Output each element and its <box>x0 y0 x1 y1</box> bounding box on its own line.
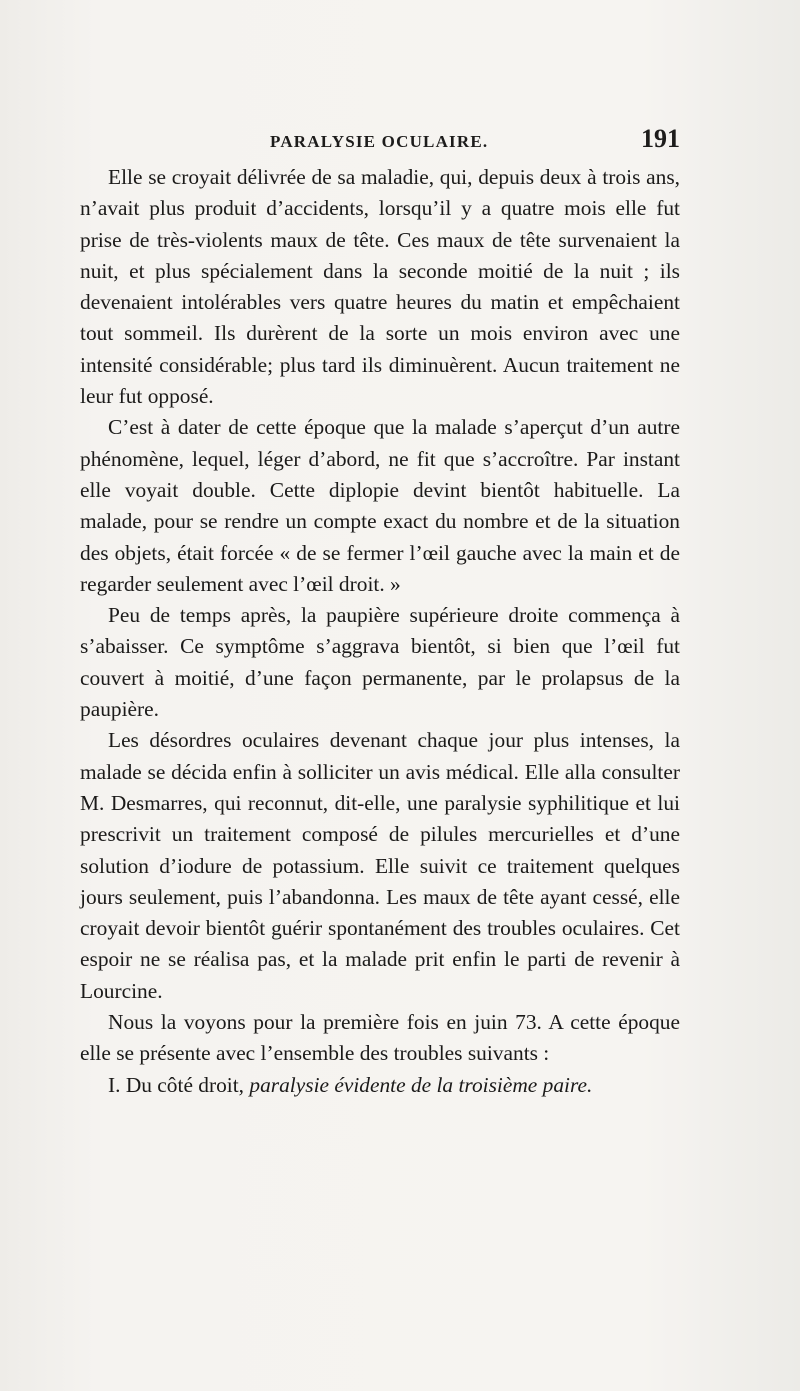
paragraph-5: Nous la voyons pour la première fois en juin 73. A cette époque elle se présente avec l’ensemble des troubles suivants : <box>80 1010 680 1066</box>
paragraph-2: C’est à dater de cette époque que la malade s’aperçut d’un autre phénomène, lequel, léger d’abord, ne fit que s’accroître. Par instant elle voyait double. Cette diplopie devint bientôt habituelle. La malade, pour se rendre un compte exact du nombre et de la situation des objets, était forcée « de se fermer l’œil gauche avec la main et de regarder seulement avec l’œil droit. » <box>80 415 680 596</box>
list-item-italic: paralysie évidente de la troisième paire. <box>249 1072 593 1097</box>
paragraph-6 <box>80 1070 680 1101</box>
paragraph-4: Les désordres oculaires devenant chaque jour plus intenses, la malade se décida enfin à solliciter un avis médical. Elle alla consulter M. Desmarres, qui reconnut, dit-elle, une paralysie syphilitique et lui prescrivit un traitement composé de pilules mercurielles et d’une solution d’iodure de potassium. Elle suivit ce traitement quelques jours seulement, puis l’abandonna. Les maux de tête ayant cessé, elle croyait devoir bientôt guérir spontanément des troubles oculaires. Cet espoir ne se réalisa pas, et la malade prit enfin le parti de revenir à Lourcine. <box>80 728 680 1003</box>
page-number: 191 <box>641 124 680 153</box>
paragraph-1: Elle se croyait délivrée de sa maladie, qui, depuis deux à trois ans, n’avait plus produit d’accidents, lorsqu’il y a quatre mois elle fut prise de très-violents maux de tête. Ces maux de tête survenaient la nuit, et plus spécialement dans la seconde moitié de la nuit ; ils devenaient intolérables vers quatre heures du matin et empêchaient tout sommeil. Ils durèrent de la sorte un mois environ avec une intensité considérable; plus tard ils diminuèrent. Aucun traitement ne leur fut opposé. <box>80 165 680 409</box>
page-header <box>80 124 680 160</box>
paragraph-3: Peu de temps après, la paupière supérieure droite commença à s’abaisser. Ce symptôme s’aggrava bientôt, si bien que l’œil fut couvert à moitié, d’une façon permanente, par le prolapsus de la paupière. <box>80 603 680 722</box>
running-title: PARALYSIE OCULAIRE. <box>270 132 489 151</box>
body-text <box>80 162 680 1101</box>
list-item-prefix: I. Du côté droit, <box>108 1072 250 1097</box>
